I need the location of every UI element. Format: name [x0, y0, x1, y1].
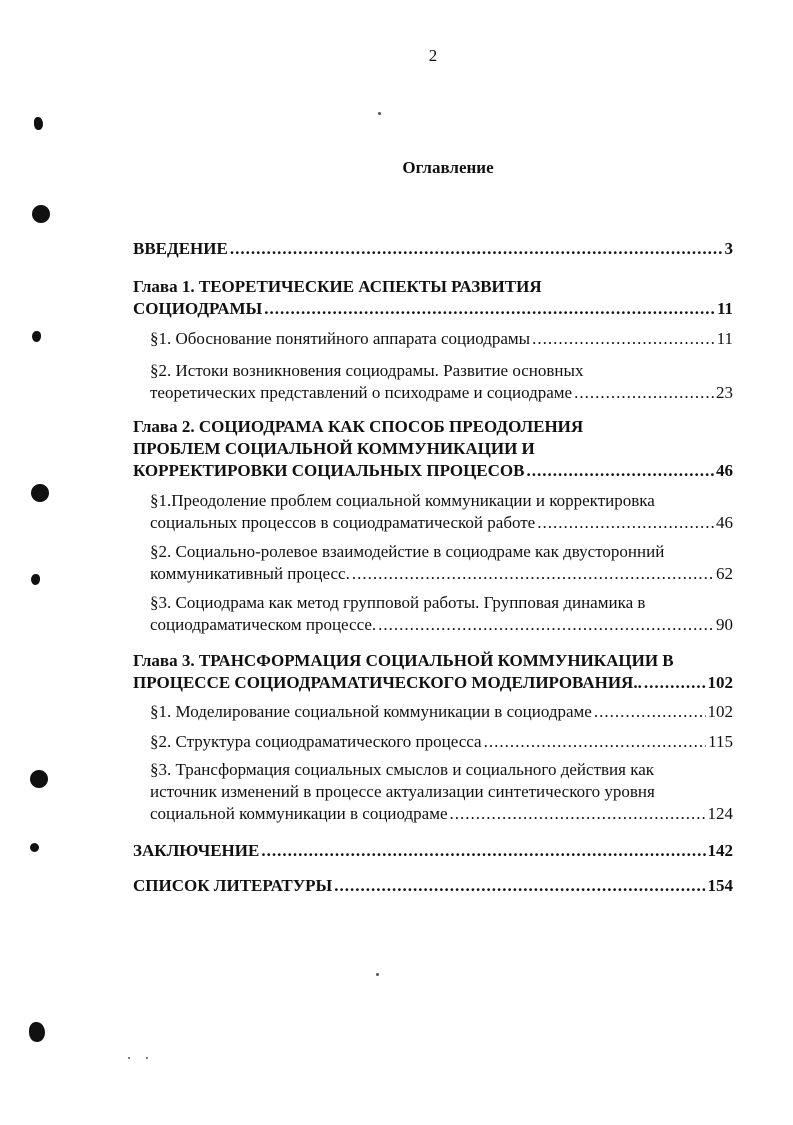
toc-entry-intro[interactable]: [133, 238, 733, 260]
scan-speck: [376, 973, 379, 976]
toc-entry-page: 154: [707, 876, 733, 895]
toc-entry-text: Глава 3. ТРАНСФОРМАЦИЯ СОЦИАЛЬНОЙ КОММУНИКАЦИИ В: [133, 651, 674, 670]
toc-entry-text: КОРРЕКТИРОВКИ СОЦИАЛЬНЫХ ПРОЦЕСОВ: [133, 461, 525, 480]
toc-entry-chapter-2[interactable]: [133, 416, 733, 482]
hole-punch-mark: [31, 574, 40, 585]
hole-punch-mark: [32, 331, 41, 342]
toc-entry-ch3-s3[interactable]: [150, 759, 733, 825]
toc-entry-text: §2. Социально-ролевое взаимодейстие в социодраме как двусторонний: [150, 542, 665, 561]
page-number: 2: [428, 46, 438, 65]
toc-entry-text: ПРОЦЕССЕ СОЦИОДРАМАТИЧЕСКОГО МОДЕЛИРОВАНИЯ..: [133, 673, 642, 692]
scan-speck: [378, 112, 381, 115]
hole-punch-mark: [30, 770, 48, 788]
toc-entry-text: §1. Обоснование понятийного аппарата социодрамы: [150, 329, 531, 348]
leader-dots: [484, 731, 707, 753]
leader-dots: [261, 840, 705, 862]
toc-entry-ch1-s1[interactable]: [150, 328, 733, 350]
toc-entry-page: 11: [716, 299, 733, 318]
toc-entry-text: коммуникативный процесс.: [150, 564, 350, 583]
hole-punch-mark: [34, 117, 43, 130]
toc-entry-page: 46: [716, 513, 733, 532]
toc-title: Оглавление: [402, 158, 494, 177]
leader-dots: [526, 460, 714, 482]
toc-entry-page: 102: [707, 702, 733, 721]
leader-dots: [532, 328, 715, 350]
toc-entry-ch3-s2[interactable]: [150, 731, 733, 753]
hole-punch-mark: [29, 1022, 45, 1042]
scan-speck: [128, 1057, 130, 1059]
toc-entry-text: социальной коммуникации в социодраме: [150, 804, 448, 823]
hole-punch-mark: [30, 843, 39, 852]
toc-entry-chapter-3[interactable]: [133, 650, 733, 694]
toc-entry-text: §2. Истоки возникновения социодрамы. Развитие основных: [150, 361, 584, 380]
leader-dots: [352, 563, 714, 585]
toc-entry-text: теоретических представлений о психодраме и социодраме: [150, 383, 573, 402]
toc-entry-text: §3. Трансформация социальных смыслов и социального действия как: [150, 760, 654, 779]
toc-entry-text: СПИСОК ЛИТЕРАТУРЫ: [133, 876, 333, 895]
leader-dots: [594, 701, 706, 723]
toc-entry-page: 90: [716, 615, 733, 634]
leader-dots: [644, 672, 706, 694]
leader-dots: [450, 803, 706, 825]
toc-entry-conclusion[interactable]: [133, 840, 733, 862]
toc-entry-page: 23: [716, 383, 733, 402]
toc-entry-page: 3: [724, 239, 733, 258]
toc-entry-text: §2. Структура социодраматического процесса: [150, 732, 482, 751]
leader-dots: [378, 614, 714, 636]
toc-entry-page: 62: [716, 564, 733, 583]
toc-entry-text: СОЦИОДРАМЫ: [133, 299, 263, 318]
toc-entry-text: ПРОБЛЕМ СОЦИАЛЬНОЙ КОММУНИКАЦИИ И: [133, 439, 535, 458]
hole-punch-mark: [32, 205, 50, 223]
toc-entry-text: §3. Социодрама как метод групповой работы. Групповая динамика в: [150, 593, 646, 612]
toc-entry-ch3-s1[interactable]: [150, 701, 733, 723]
leader-dots: [230, 238, 723, 260]
toc-entry-ch2-s2[interactable]: [150, 541, 733, 585]
toc-entry-page: 142: [707, 841, 733, 860]
leader-dots: [334, 875, 705, 897]
toc-entry-text: ЗАКЛЮЧЕНИЕ: [133, 841, 260, 860]
toc-entry-page: 124: [707, 804, 733, 823]
toc-entry-text: ВВЕДЕНИЕ: [133, 239, 228, 258]
leader-dots: [537, 512, 714, 534]
leader-dots: [574, 382, 714, 404]
toc-entry-page: 11: [716, 329, 733, 348]
toc-entry-ch2-s1[interactable]: [150, 490, 733, 534]
scan-speck: [146, 1057, 148, 1059]
hole-punch-mark: [31, 484, 49, 502]
toc-entry-ch1-s2[interactable]: [150, 360, 733, 404]
toc-entry-text: Глава 2. СОЦИОДРАМА КАК СПОСОБ ПРЕОДОЛЕНИЯ: [133, 417, 584, 436]
toc-entry-page: 102: [707, 673, 733, 692]
toc-entry-references[interactable]: [133, 875, 733, 897]
toc-entry-text: социальных процессов в социодраматической работе: [150, 513, 536, 532]
toc-entry-text: Глава 1. ТЕОРЕТИЧЕСКИЕ АСПЕКТЫ РАЗВИТИЯ: [133, 277, 542, 296]
toc-entry-page: 115: [708, 732, 733, 751]
toc-entry-text: источник изменений в процессе актуализации синтетического уровня: [150, 782, 655, 801]
toc-entry-ch2-s3[interactable]: [150, 592, 733, 636]
toc-entry-text: §1.Преодоление проблем социальной коммуникации и корректировка: [150, 491, 655, 510]
leader-dots: [264, 298, 715, 320]
toc-entry-chapter-1[interactable]: [133, 276, 733, 320]
toc-entry-text: §1. Моделирование социальной коммуникации в социодраме: [150, 702, 592, 721]
toc-entry-page: 46: [716, 461, 733, 480]
toc-entry-text: социодраматическом процессе.: [150, 615, 377, 634]
